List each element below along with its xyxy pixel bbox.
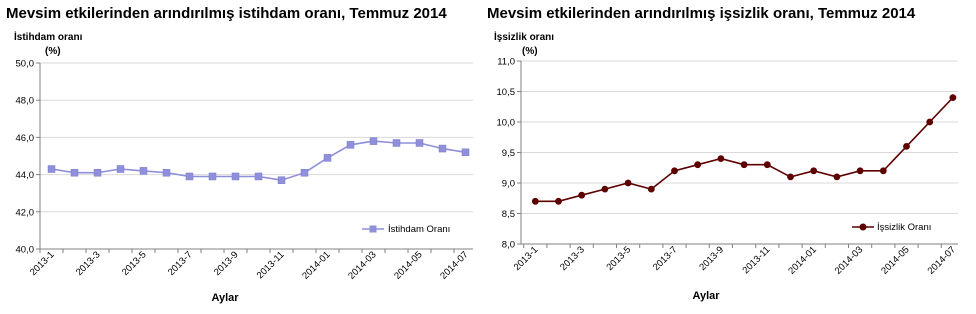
data-point (903, 143, 910, 150)
x-tick-label: 2014-01 (300, 249, 333, 282)
data-point (671, 167, 678, 174)
y-tick-label: 9,0 (501, 178, 515, 190)
data-point (462, 149, 469, 156)
data-point (602, 186, 609, 193)
data-point (301, 169, 308, 176)
x-tick-label: 2014-03 (832, 244, 866, 277)
x-tick-label: 2014-03 (346, 249, 379, 282)
x-tick-label: 2013-9 (697, 244, 727, 274)
employment-y-axis-unit: (%) (45, 46, 61, 57)
unemployment-x-axis-title: Aylar (692, 290, 720, 302)
unemployment-y-ticks (497, 57, 516, 251)
employment-x-axis-title: Aylar (211, 292, 239, 304)
employment-legend-label: İstihdam Oranı (388, 224, 451, 235)
data-point (555, 198, 562, 205)
data-point (140, 167, 147, 174)
x-tick-label: 2013-9 (211, 249, 241, 279)
y-tick-label: 50,0 (15, 58, 34, 70)
x-tick-label: 2013-7 (165, 249, 195, 279)
x-tick-label: 2013-5 (119, 249, 149, 279)
employment-chart (6, 5, 473, 304)
data-point (117, 166, 124, 173)
employment-series (48, 138, 469, 184)
x-tick-label: 2014-07 (925, 244, 959, 277)
y-tick-label: 10,0 (496, 117, 515, 129)
x-tick-label: 2014-05 (392, 249, 425, 282)
y-tick-label: 46,0 (15, 132, 34, 144)
unemployment-legend-marker (860, 224, 867, 231)
data-point (416, 139, 423, 146)
data-point (764, 161, 771, 168)
employment-legend-marker (370, 226, 377, 233)
y-tick-label: 44,0 (15, 170, 34, 182)
data-point (163, 169, 170, 176)
data-point (393, 139, 400, 146)
x-tick-label: 2014-01 (786, 244, 819, 277)
data-point (71, 169, 78, 176)
employment-y-ticks (16, 59, 35, 256)
data-point (232, 173, 239, 180)
unemployment-legend-label: İşsizlik Oranı (877, 222, 932, 233)
data-point (950, 94, 957, 101)
employment-y-axis-title: İstihdam oranı (14, 32, 83, 43)
x-tick-label: 2013-7 (650, 244, 680, 274)
data-point (532, 198, 539, 205)
unemployment-chart-title: Mevsim etkilerinden arındırılmış işsizlik oranı, Temmuz 2014 (487, 5, 916, 22)
data-point (578, 192, 585, 199)
unemployment-series (532, 94, 956, 205)
unemployment-legend (852, 222, 931, 233)
data-point (324, 154, 331, 161)
employment-grid (40, 63, 473, 212)
y-tick-label: 42,0 (15, 207, 34, 219)
data-point (370, 138, 377, 145)
data-point (648, 186, 655, 193)
y-tick-label: 10,5 (496, 87, 515, 98)
series-line (535, 98, 953, 202)
x-tick-label: 2013-1 (511, 244, 541, 274)
x-tick-label: 2014-05 (879, 244, 912, 277)
employment-chart-title: Mevsim etkilerinden arındırılmış istihdam oranı, Temmuz 2014 (6, 5, 447, 22)
data-point (834, 174, 841, 181)
y-tick-label: 8,0 (501, 239, 515, 251)
unemployment-y-axis-title: İşsizlik oranı (494, 32, 555, 43)
data-point (255, 173, 262, 180)
data-point (810, 167, 817, 174)
data-point (880, 167, 887, 174)
data-point (439, 145, 446, 152)
data-point (857, 167, 864, 174)
x-tick-label: 2013-5 (604, 244, 634, 274)
data-point (209, 173, 216, 180)
data-point (278, 177, 285, 184)
x-tick-label: 2013-11 (740, 244, 773, 277)
y-tick-label: 48,0 (15, 95, 34, 107)
data-point (625, 180, 632, 187)
y-tick-label: 40,0 (15, 244, 34, 256)
unemployment-x-ticks (512, 244, 958, 276)
unemployment-chart (487, 5, 958, 302)
y-tick-label: 11,0 (497, 56, 515, 68)
y-tick-label: 8,5 (501, 209, 515, 220)
x-tick-label: 2014-07 (438, 249, 471, 282)
data-point (926, 119, 933, 126)
unemployment-grid (521, 61, 958, 214)
data-point (694, 161, 701, 168)
unemployment-axes (517, 61, 958, 248)
employment-x-ticks (28, 249, 471, 281)
employment-legend (362, 224, 450, 235)
data-point (741, 161, 748, 168)
data-point (186, 173, 193, 180)
data-point (347, 141, 354, 148)
x-tick-label: 2013-3 (73, 249, 103, 279)
data-point (787, 174, 794, 181)
unemployment-y-axis-unit: (%) (522, 46, 538, 57)
y-tick-label: 9,5 (501, 148, 515, 159)
data-point (718, 155, 725, 162)
x-tick-label: 2013-1 (27, 249, 57, 279)
x-tick-label: 2013-11 (254, 249, 287, 282)
data-point (94, 169, 101, 176)
data-point (48, 166, 55, 173)
x-tick-label: 2013-3 (558, 244, 587, 274)
